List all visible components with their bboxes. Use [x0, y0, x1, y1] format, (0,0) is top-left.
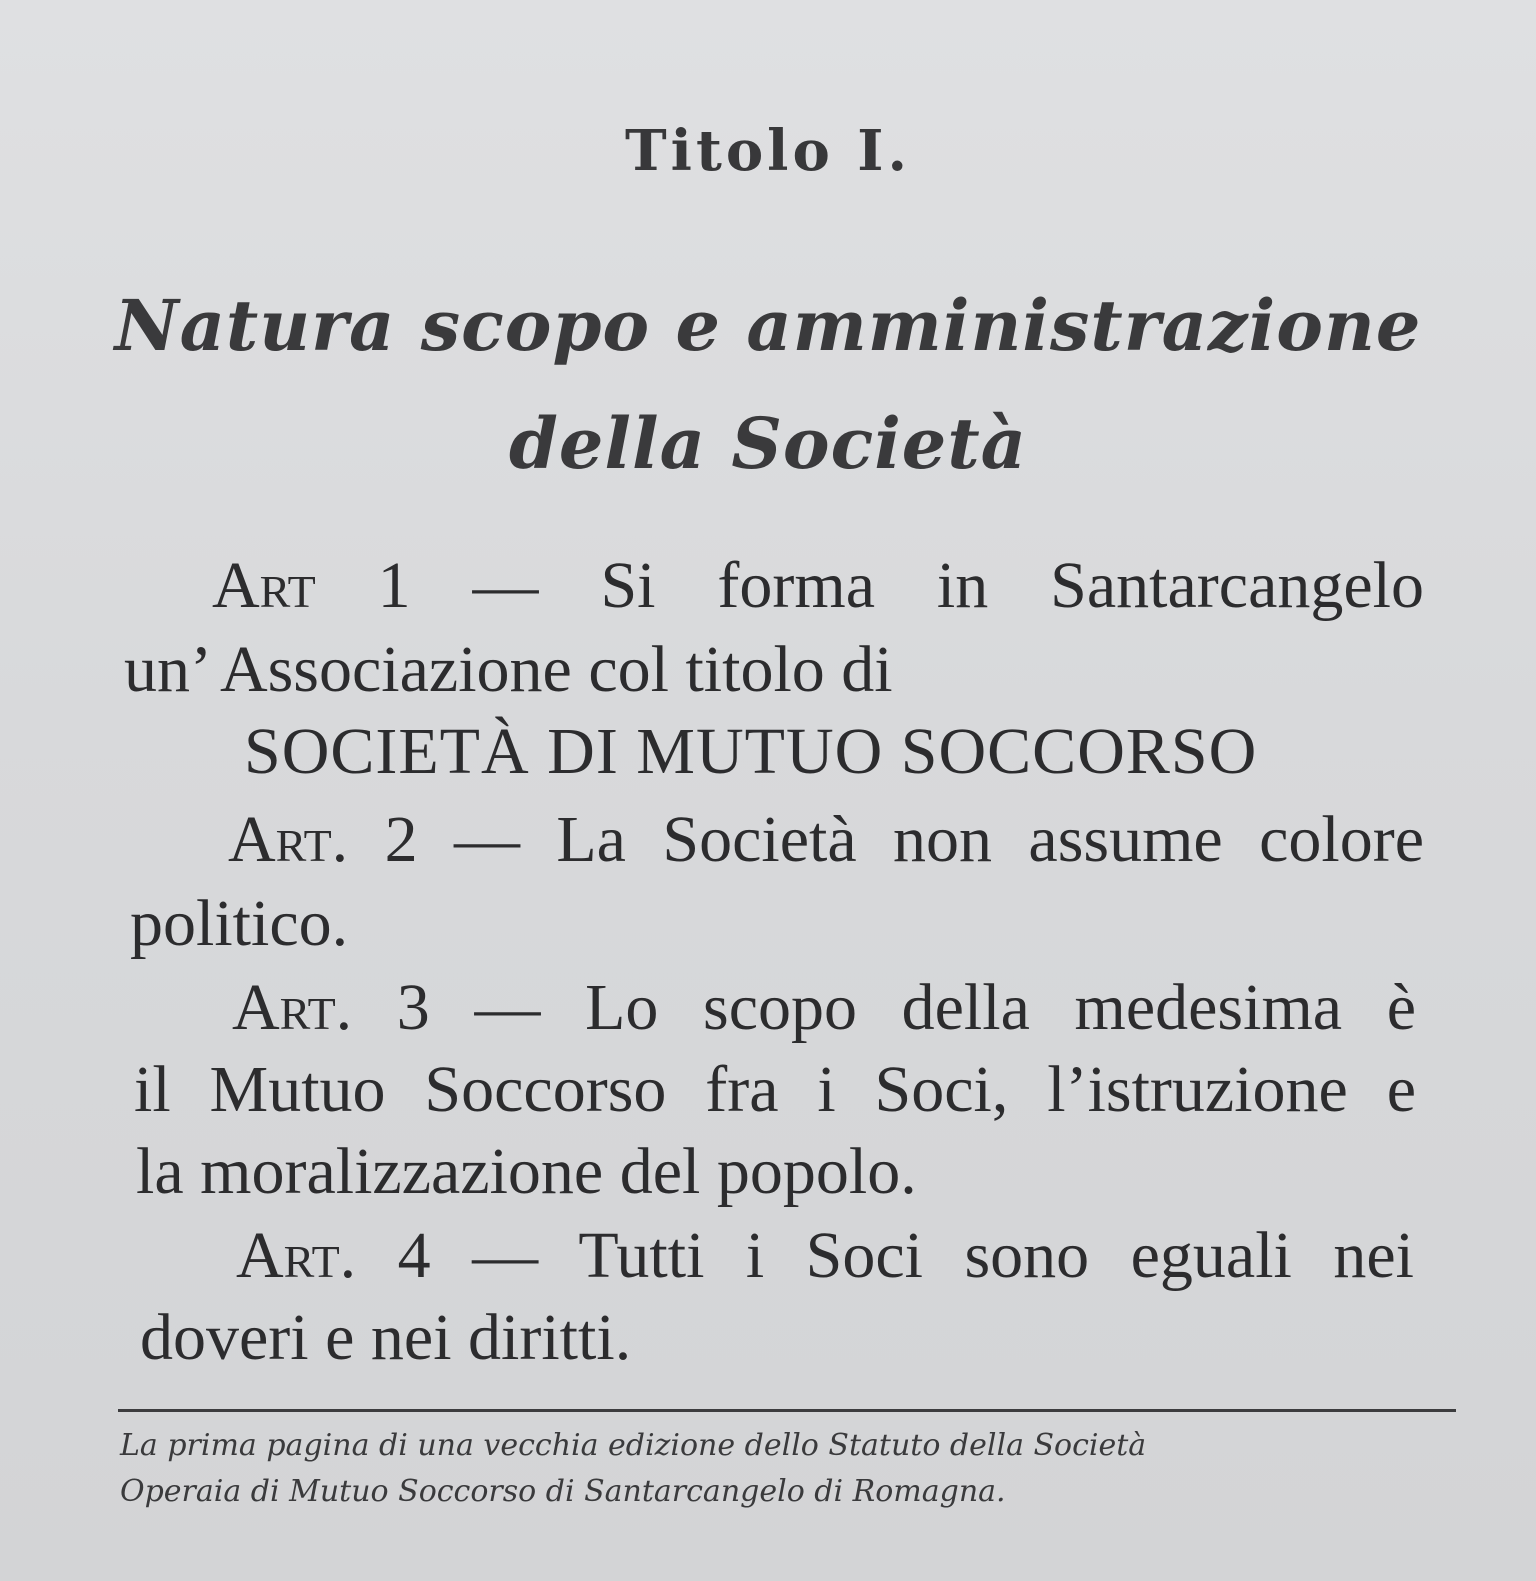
article-2-label: Art. 2 — [228, 803, 418, 876]
article-1-line-1 — [212, 548, 1424, 624]
article-2-text-1: — La Società non assume colore — [453, 803, 1424, 876]
article-3-text-2: il Mutuo Soccorso fra i Soci, l’istruzione e — [134, 1053, 1416, 1126]
article-3-line-3: la moralizzazione del popolo. — [136, 1135, 917, 1208]
article-3-line-2 — [134, 1052, 1416, 1128]
article-1-label: Art 1 — [212, 549, 411, 622]
caption-divider — [118, 1409, 1456, 1412]
caption-line-1: La prima pagina di una vecchia edizione dello Statuto della Società — [120, 1428, 1147, 1463]
article-4-line-1 — [236, 1218, 1414, 1294]
caption-line-2: Operaia di Mutuo Soccorso di Santarcangelo di Romagna. — [120, 1474, 1006, 1509]
article-3-label: Art. 3 — [232, 971, 430, 1044]
article-1-line-2: un’ Associazione col titolo di — [124, 633, 893, 706]
article-2-line-1 — [228, 802, 1424, 878]
article-3-line-1 — [232, 970, 1416, 1046]
article-1-text-1: — Si forma in Santarcangelo — [472, 549, 1425, 622]
article-3-text-1: — Lo scopo della medesima è — [474, 971, 1416, 1044]
article-4-line-2: doveri e nei diritti. — [140, 1301, 632, 1374]
subtitle-line-1: Natura scopo e amministrazione — [114, 284, 1422, 367]
article-4-text-1: — Tutti i Soci sono eguali nei — [472, 1219, 1414, 1292]
society-name: SOCIETÀ DI MUTUO SOCCORSO — [244, 715, 1258, 788]
article-4-label: Art. 4 — [236, 1219, 431, 1292]
subtitle-line-2: della Società — [508, 402, 1028, 485]
article-2-line-2: politico. — [130, 887, 349, 960]
title-heading: Titolo I. — [625, 118, 911, 184]
